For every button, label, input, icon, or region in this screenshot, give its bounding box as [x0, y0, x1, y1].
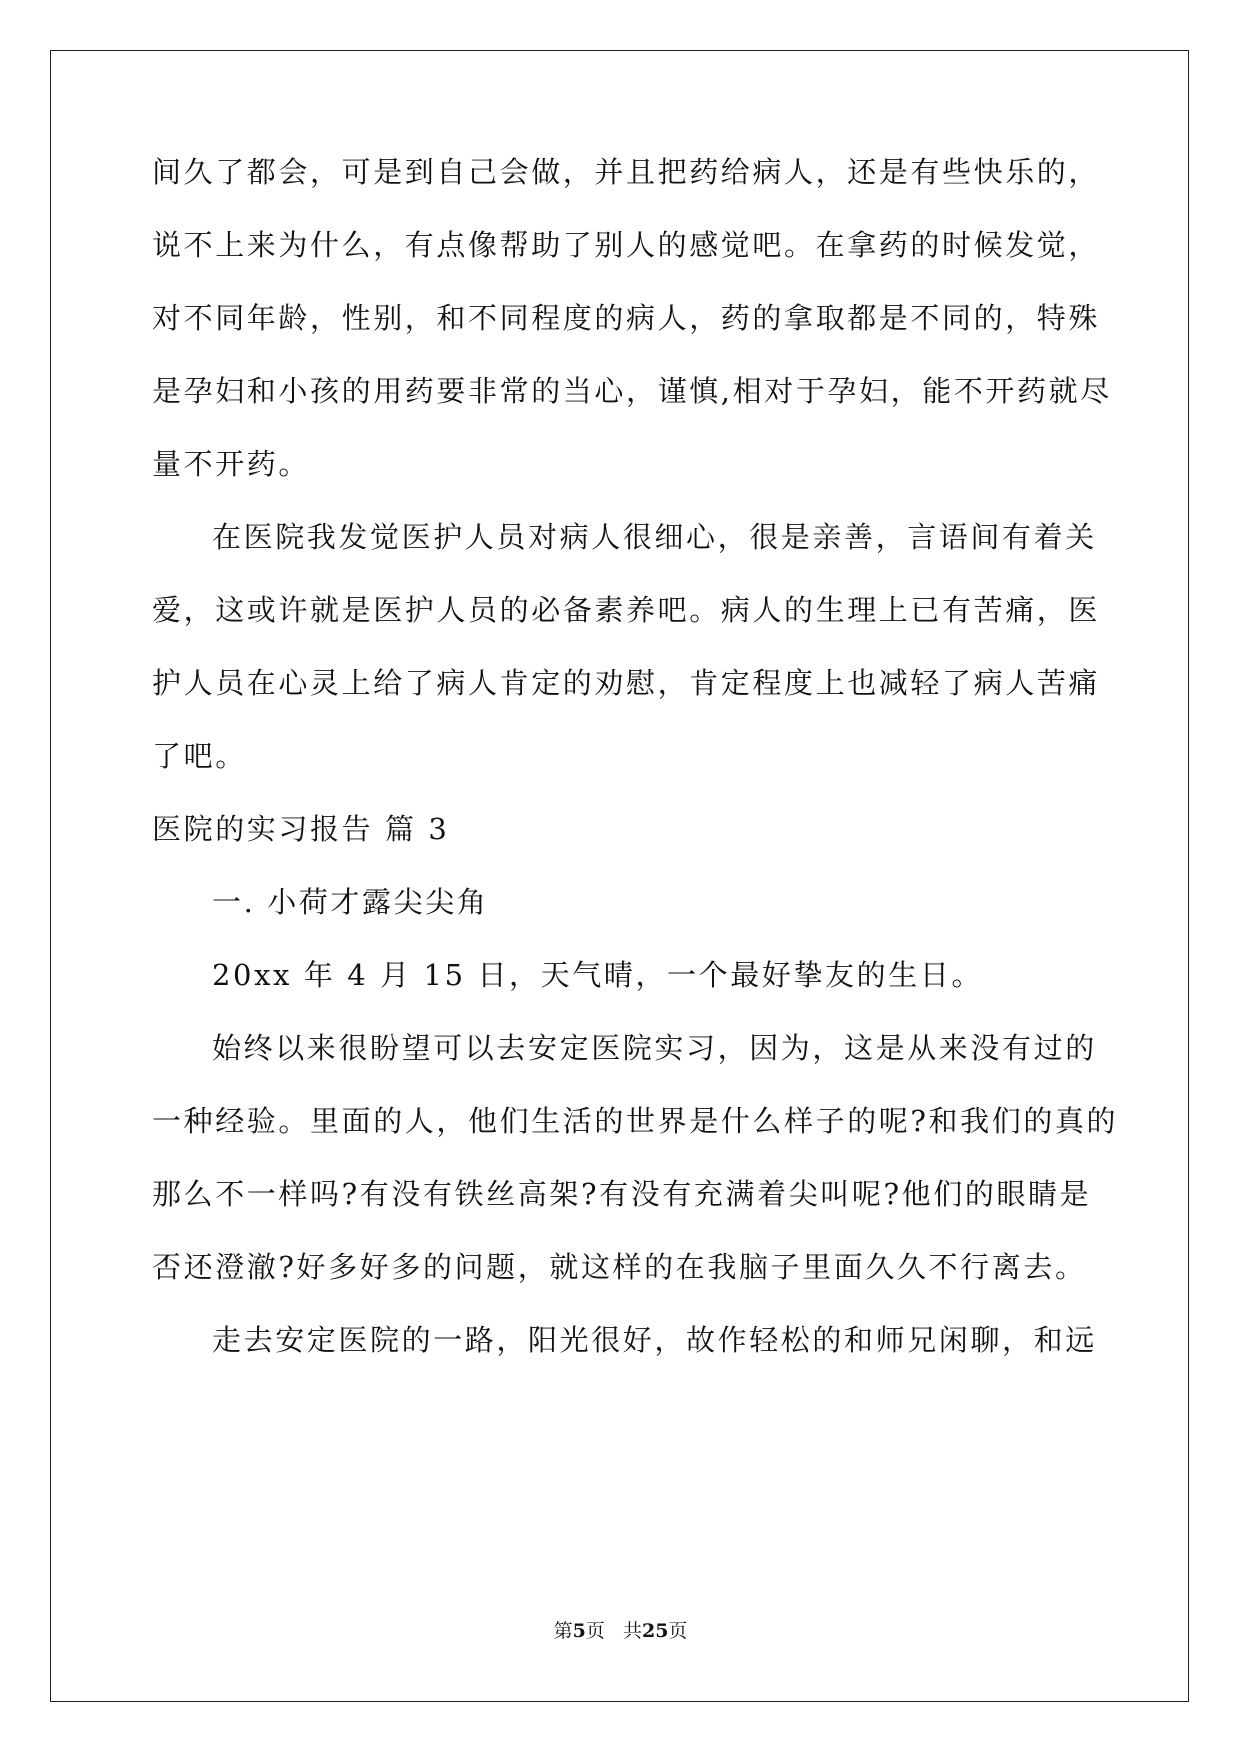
- footer-page-suffix: 页: [585, 1620, 605, 1642]
- text-line-14: 一种经验。里面的人，他们生活的世界是什么样子的呢?和我们的真的: [152, 1104, 1119, 1138]
- text-line-2: 说不上来为什么，有点像帮助了别人的感觉吧。在拿药的时候发觉，: [152, 228, 1101, 262]
- paragraph-start-line: 始终以来很盼望可以去安定医院实习，因为，这是从来没有过的: [212, 1031, 1097, 1065]
- text-line-5: 量不开药。: [152, 447, 311, 481]
- text-line-16: 否还澄澈?好多好多的问题，就这样的在我脑子里面久久不行离去。: [152, 1250, 1087, 1284]
- footer-prefix: 第: [553, 1620, 573, 1642]
- text-line-15: 那么不一样吗?有没有铁丝高架?有没有充满着尖叫呢?他们的眼睛是: [152, 1177, 1092, 1211]
- footer-total-suffix: 页: [668, 1620, 688, 1642]
- text-line-8: 护人员在心灵上给了病人肯定的劝慰，肯定程度上也减轻了病人苦痛: [152, 666, 1101, 700]
- paragraph-start-line: 走去安定医院的一路，阳光很好，故作轻松的和师兄闲聊，和远: [212, 1323, 1097, 1357]
- text-line-7: 爱，这或许就是医护人员的必备素养吧。病人的生理上已有苦痛，医: [152, 593, 1101, 627]
- subheading: 一. 小荷才露尖尖角: [212, 885, 489, 919]
- footer-total-prefix: 共: [622, 1620, 642, 1642]
- text-line-1: 间久了都会，可是到自己会做，并且把药给病人，还是有些快乐的，: [152, 155, 1101, 189]
- paragraph-start-line: 在医院我发觉医护人员对病人很细心，很是亲善，言语间有着关: [212, 520, 1097, 554]
- page-footer: [0, 1616, 1241, 1643]
- text-line-3: 对不同年龄，性别，和不同程度的病人，药的拿取都是不同的，特殊: [152, 301, 1101, 335]
- text-line-4: 是孕妇和小孩的用药要非常的当心，谨慎,相对于孕妇，能不开药就尽: [152, 374, 1112, 408]
- section-heading: 医院的实习报告 篇 3: [152, 812, 450, 846]
- total-pages: 25: [641, 1620, 669, 1642]
- date-line: 20xx 年 4 月 15 日，天气晴，一个最好挚友的生日。: [212, 958, 984, 992]
- page-number: 5: [572, 1620, 586, 1642]
- text-line-9: 了吧。: [152, 739, 247, 773]
